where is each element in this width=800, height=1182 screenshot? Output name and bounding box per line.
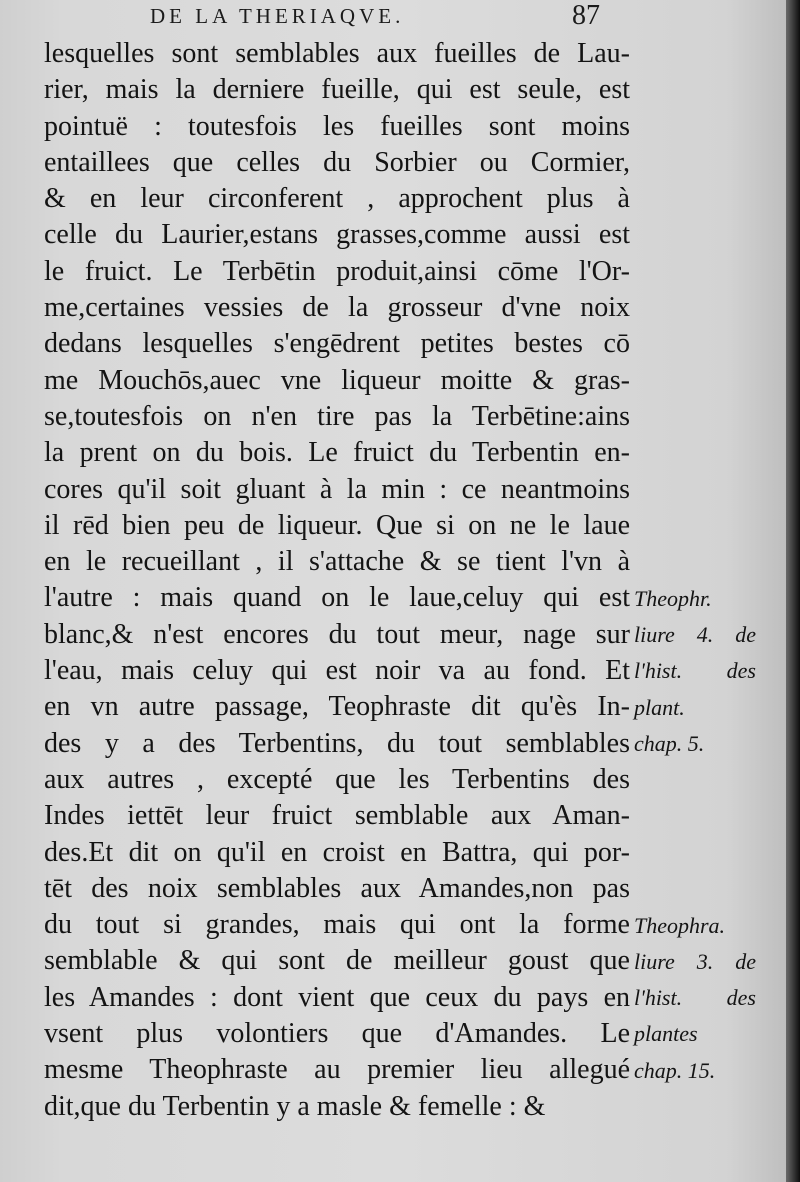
body-text (44, 36, 630, 1125)
text-line: l'autre : mais quand on le laue,celuy qui est (44, 582, 630, 614)
text-line: aux autres , excepté que les Terbentins des (44, 763, 630, 795)
margin-note-line: l'hist. des (634, 658, 756, 684)
text-line: rier, mais la derniere fueille, qui est seule, est (44, 74, 630, 106)
text-line: vsent plus volontiers que d'Amandes. Le (44, 1018, 630, 1050)
text-line: se,toutesfois on n'en tire pas la Terbētine:ains (44, 400, 630, 432)
margin-note-line: l'hist. des (634, 985, 756, 1011)
margin-note-1 (634, 581, 756, 762)
page-edge (786, 0, 800, 1182)
text-line: & en leur circonferent , approchent plus à (44, 183, 630, 215)
text-line: semblable & qui sont de meilleur goust que (44, 945, 630, 977)
text-line: celle du Laurier,estans grasses,comme aussi est (44, 219, 630, 251)
margin-note-line: chap. 5. (634, 730, 705, 756)
running-title: DE LA THERIAQVE. (150, 4, 405, 28)
text-line: cores qu'il soit gluant à la min : ce neantmoins (44, 473, 630, 505)
text-line: en le recueillant , il s'attache & se tient l'vn à (44, 546, 630, 578)
margin-note-line: Theophra. (634, 912, 726, 938)
margin-note-line: liure 3. de (634, 948, 756, 974)
text-line: lesquelles sont semblables aux fueilles de Lau- (44, 38, 630, 69)
margin-note-line: chap. 15. (634, 1057, 716, 1083)
text-line: des y a des Terbentins, du tout semblables (44, 727, 630, 759)
page-number: 87 (572, 0, 600, 31)
text-line: me,certaines vessies de la grosseur d'vne noix (44, 292, 630, 324)
text-line: le fruict. Le Terbētin produit,ainsi cōme l'Or- (44, 255, 630, 287)
text-line: mesme Theophraste au premier lieu allegué (44, 1054, 630, 1086)
margin-note-line: liure 4. de (634, 622, 756, 648)
text-line: la prent on du bois. Le fruict du Terbentin en- (44, 437, 630, 469)
text-line: me Mouchōs,auec vne liqueur moitte & gras- (44, 364, 630, 396)
text-line: blanc,& n'est encores du tout meur, nage sur (44, 618, 630, 650)
margin-note-line: plant. (634, 694, 685, 720)
text-line: il rēd bien peu de liqueur. Que si on ne le laue (44, 509, 630, 541)
text-line: du tout si grandes, mais qui ont la forme (44, 909, 630, 941)
margin-note-line: Theophr. (634, 585, 712, 611)
text-line: dit,que du Terbentin y a masle & femelle : & (44, 1090, 546, 1122)
text-line: tēt des noix semblables aux Amandes,non pas (44, 872, 630, 904)
text-line: pointuë : toutesfois les fueilles sont moins (44, 110, 630, 142)
margin-note-line: plantes (634, 1021, 698, 1047)
text-line: Indes iettēt leur fruict semblable aux Aman- (44, 800, 630, 832)
text-line: en vn autre passage, Teophraste dit qu'ès In- (44, 691, 630, 723)
text-line: entaillees que celles du Sorbier ou Cormier, (44, 146, 630, 178)
text-line: les Amandes : dont vient que ceux du pays en (44, 981, 630, 1013)
text-line: dedans lesquelles s'engēdrent petites bestes cō (44, 328, 630, 360)
margin-note-2 (634, 908, 756, 1089)
text-line: des.Et dit on qu'il en croist en Battra, qui por- (44, 836, 630, 868)
text-line: l'eau, mais celuy qui est noir va au fond. Et (44, 655, 630, 687)
